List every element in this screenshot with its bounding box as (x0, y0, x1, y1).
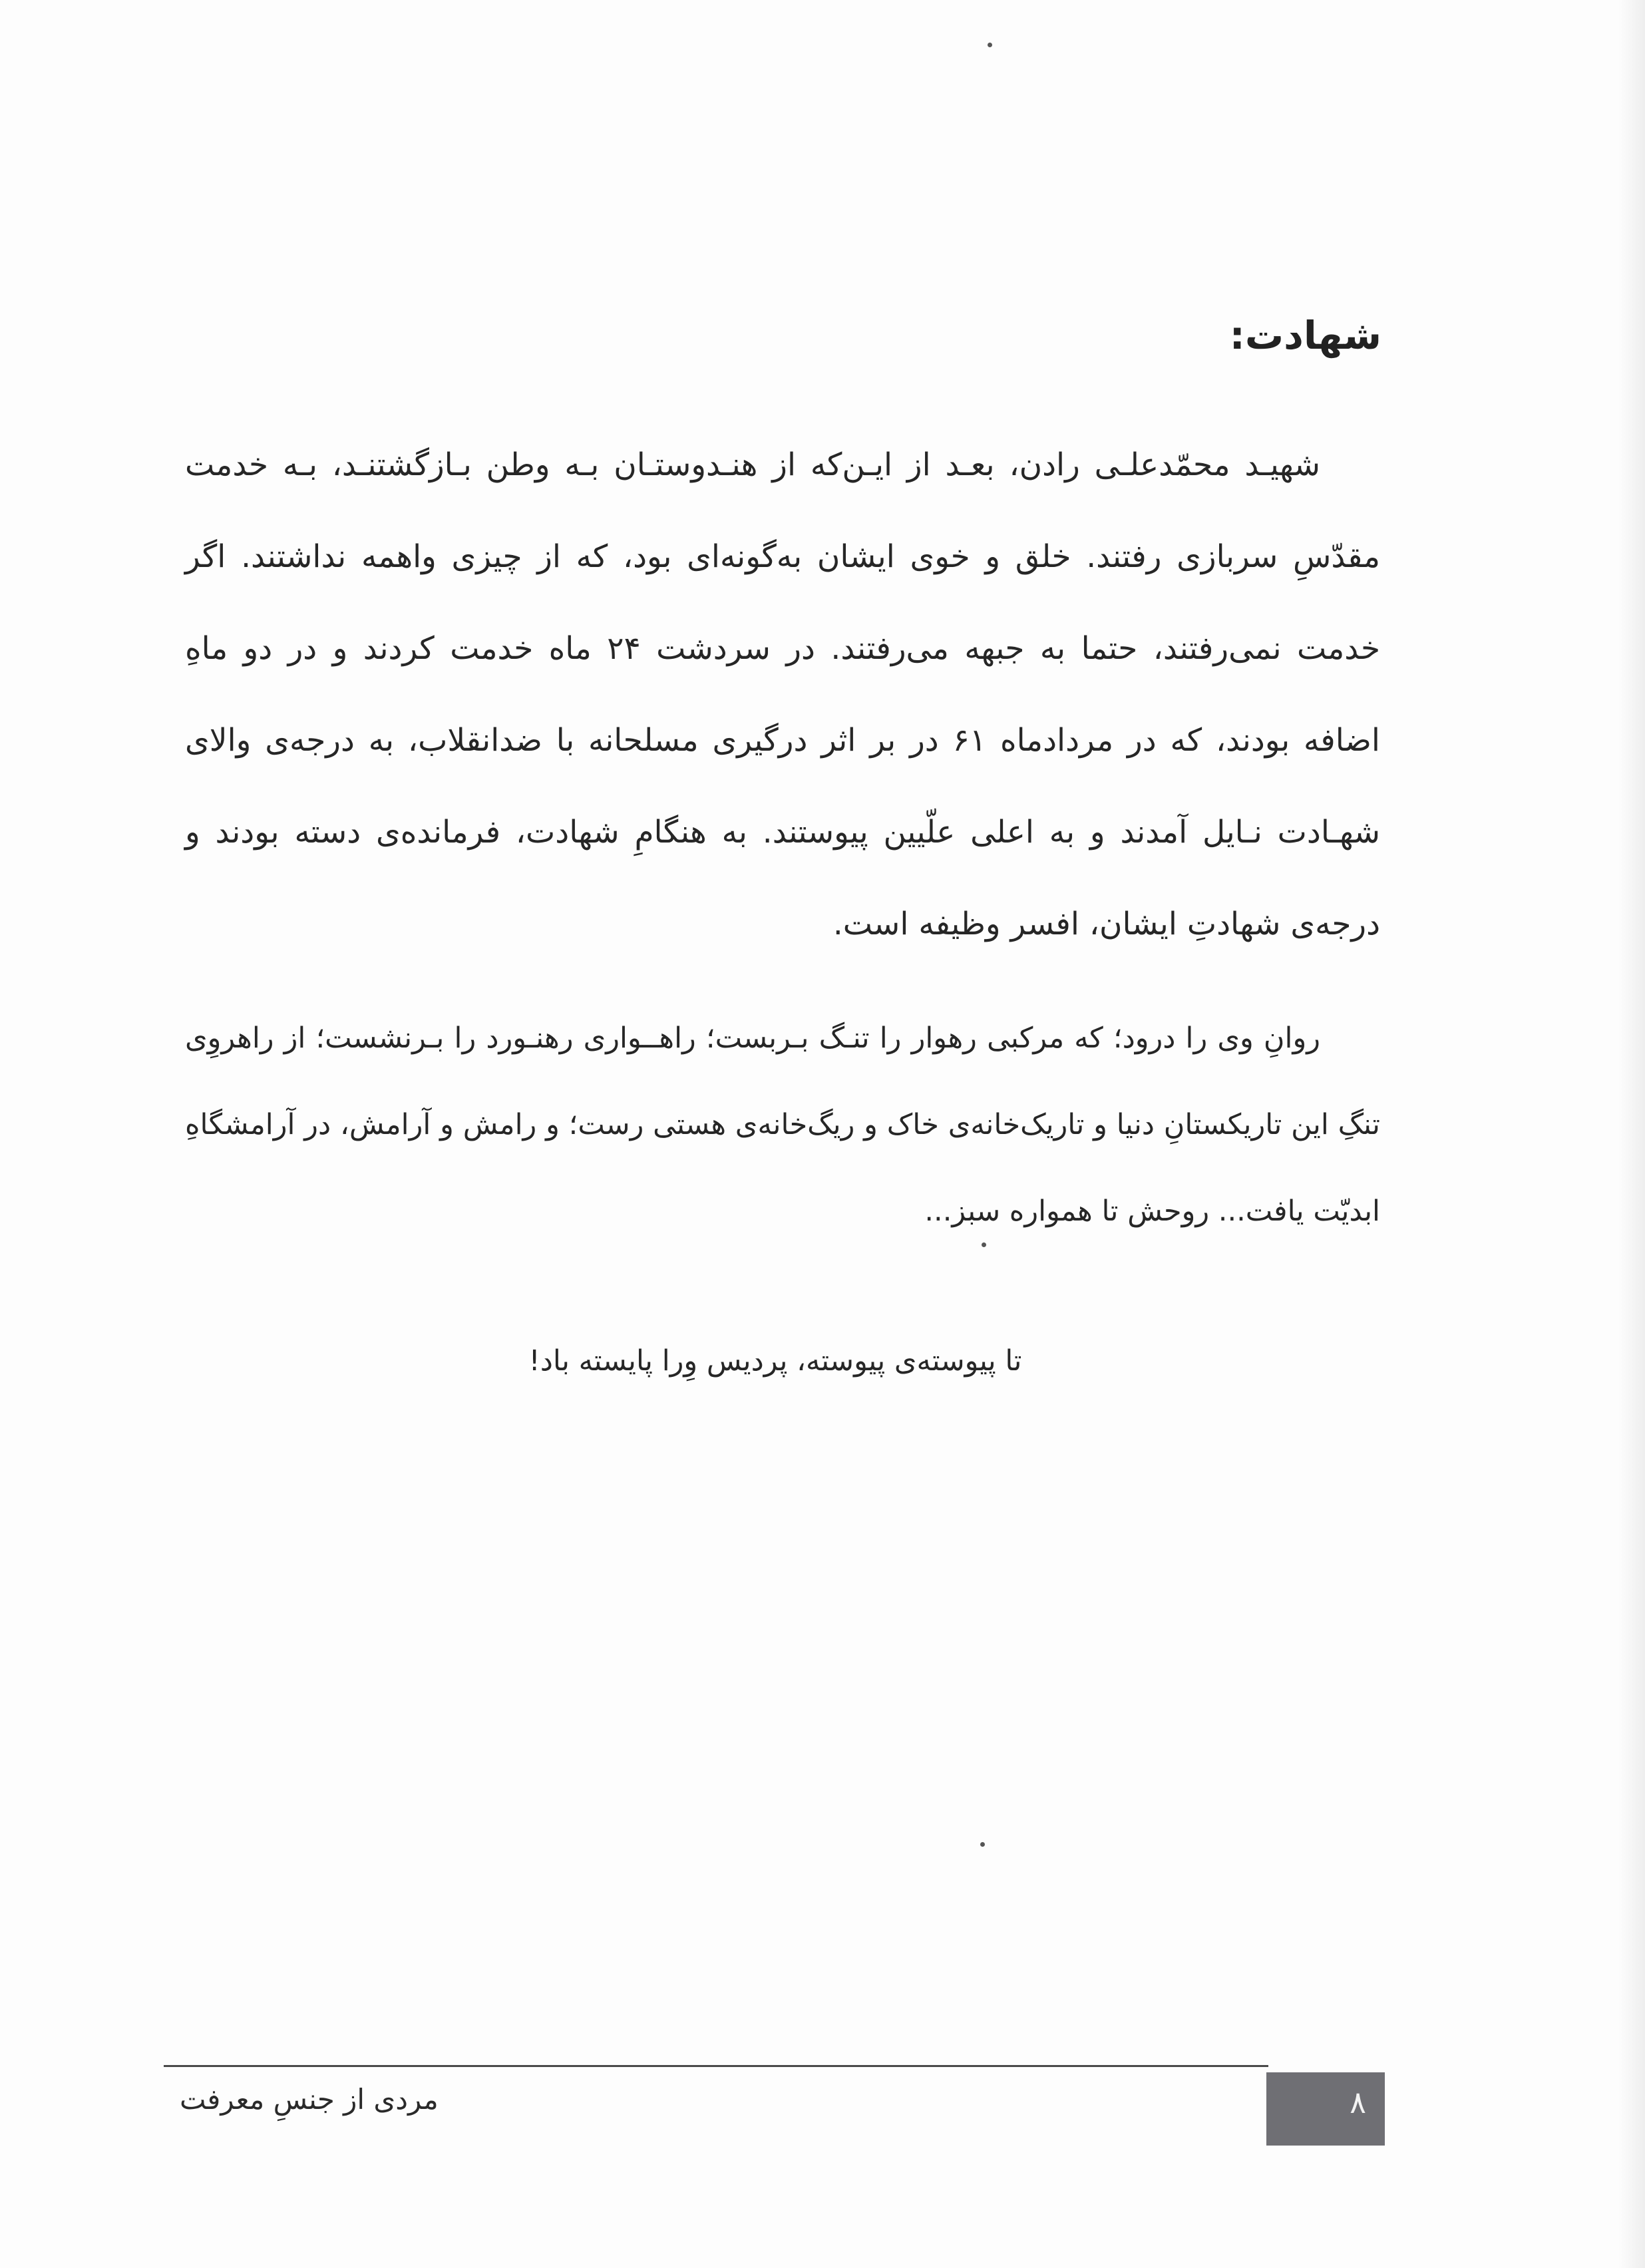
body-paragraph-tribute: روانِ وی را درود؛ که مرکبی رهوار را تنـگ بـربست؛ راهــواری رهنـورد را بـرنشست؛ از راهروِی تنگِ این تاریکستانِ دنیا و تاریک‌خانه‌ی خاک و ریگ‌خانه‌ی هستی رست؛ و رامش و آرامش، در آرامشگاهِ ابدیّت یافت... روحش تا همواره سبز... (185, 1022, 1380, 1228)
scan-speck (980, 1842, 985, 1847)
scan-edge-shadow (1618, 0, 1645, 2268)
body-paragraph-martyrdom: شهیـد محمّدعلـی رادن، بعـد از ایـن‌که از هنـدوستـان بـه وطن بـازگشتنـد، بـه خدمت مقدّسِ سربازی رفتند. خلق و خوی ایشان به‌گونه‌ای بود، که از چیزی واهمه نداشتند. اگر خدمت نمی‌رفتند، حتما به جبهه می‌رفتند. در سردشت ۲۴ ماه خدمت کردند و در دو ماهِ اضافه بودند، که در مردادماه ۶۱ در بر اثر درگیری مسلحانه با ضدانقلاب، به درجه‌ی والای شهـادت نـایل آمدند و به اعلی علّیین پیوستند. به هنگامِ شهادت، فرمانده‌ی دسته بودند و درجه‌ی شهادتِ ایشان، افسر وظیفه است. (185, 447, 1380, 942)
footer-divider (164, 2065, 1268, 2067)
scan-speck (988, 43, 992, 47)
page-number: ۸ (1350, 2084, 1366, 2120)
page-number-box (1266, 2072, 1385, 2146)
footer-book-title: مردی از جنسِ معرفت (180, 2083, 439, 2116)
closing-line: تا پیوسته‌ی پیوسته، پردیس وِرا پایسته باد! (528, 1344, 1022, 1378)
section-heading: شهادت: (1229, 313, 1381, 358)
